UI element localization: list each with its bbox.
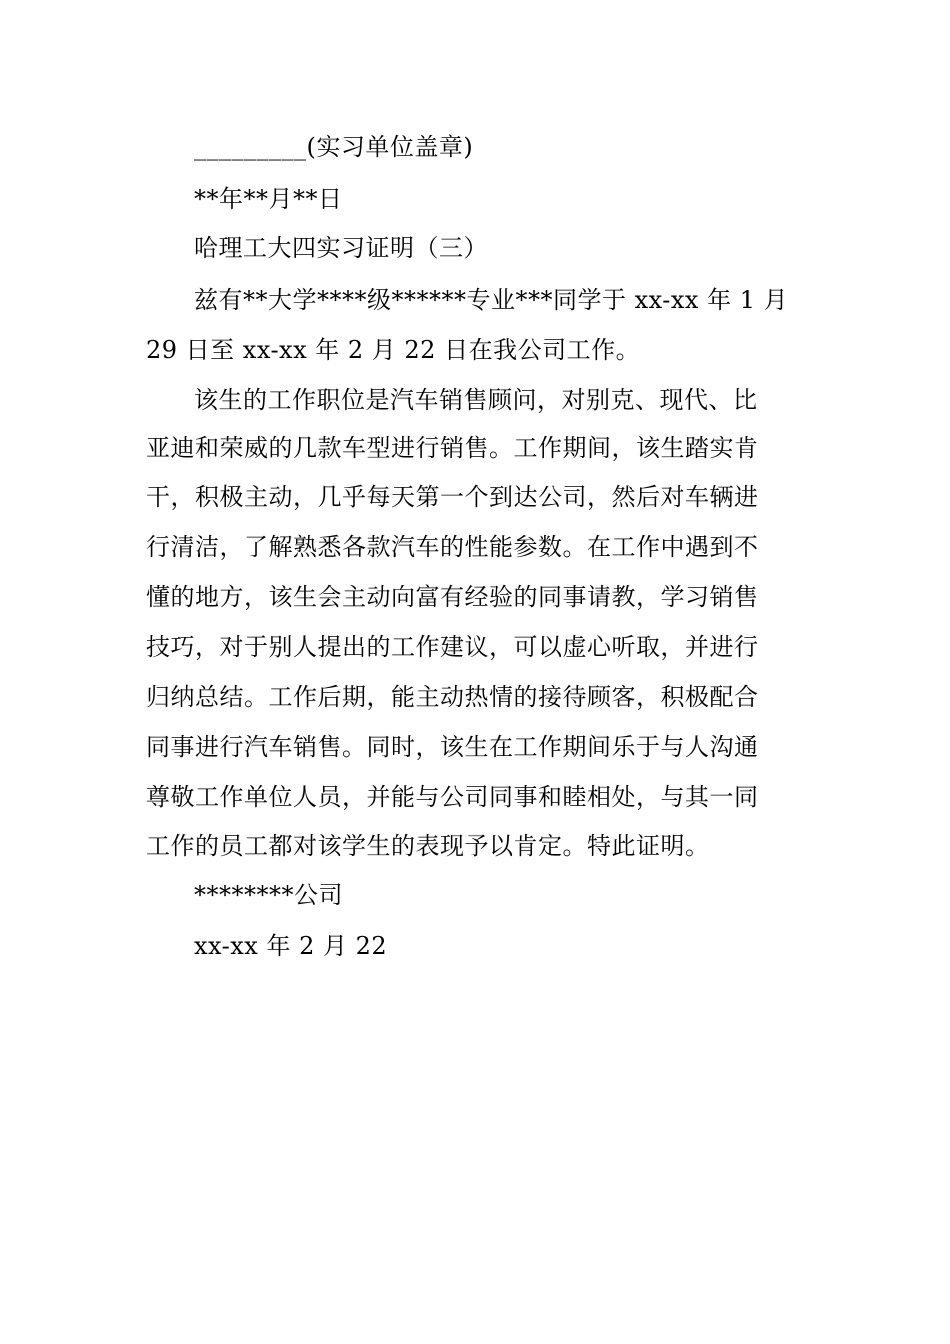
paragraph-2-line: 该生的工作职位是汽车销售顾问，对别克、现代、比 (194, 386, 758, 414)
paragraph-2-line: 干，积极主动，几乎每天第一个到达公司，然后对车辆进 (146, 483, 759, 511)
section-title: 哈理工大四实习证明（三） (194, 234, 488, 262)
paragraph-2-line: 行清洁，了解熟悉各款汽车的性能参数。在工作中遇到不 (146, 533, 759, 561)
paragraph-2-line: 技巧，对于别人提出的工作建议，可以虚心听取，并进行 (146, 633, 759, 661)
paragraph-1-line: 兹有**大学****级******专业***同学于 xx-xx 年 1 月 (194, 286, 789, 314)
company-signature: ********公司 (194, 881, 343, 909)
paragraph-2-line: 尊敬工作单位人员，并能与公司同事和睦相处，与其一同 (146, 783, 759, 811)
paragraph-2-line: 工作的员工都对该学生的表现予以肯定。特此证明。 (146, 832, 710, 860)
seal-line: _________(实习单位盖章) (194, 133, 474, 161)
paragraph-2-line: 亚迪和荣威的几款车型进行销售。工作期间，该生踏实肯 (146, 434, 759, 462)
date-line: **年**月**日 (194, 185, 343, 213)
paragraph-2-line: 归纳总结。工作后期，能主动热情的接待顾客，积极配合 (146, 683, 759, 711)
paragraph-1-line: 29 日至 xx-xx 年 2 月 22 日在我公司工作。 (146, 336, 641, 364)
paragraph-2-line: 懂的地方，该生会主动向富有经验的同事请教，学习销售 (146, 583, 759, 611)
signature-date: xx-xx 年 2 月 22 (194, 932, 388, 960)
paragraph-2-line: 同事进行汽车销售。同时，该生在工作期间乐于与人沟通 (146, 733, 759, 761)
